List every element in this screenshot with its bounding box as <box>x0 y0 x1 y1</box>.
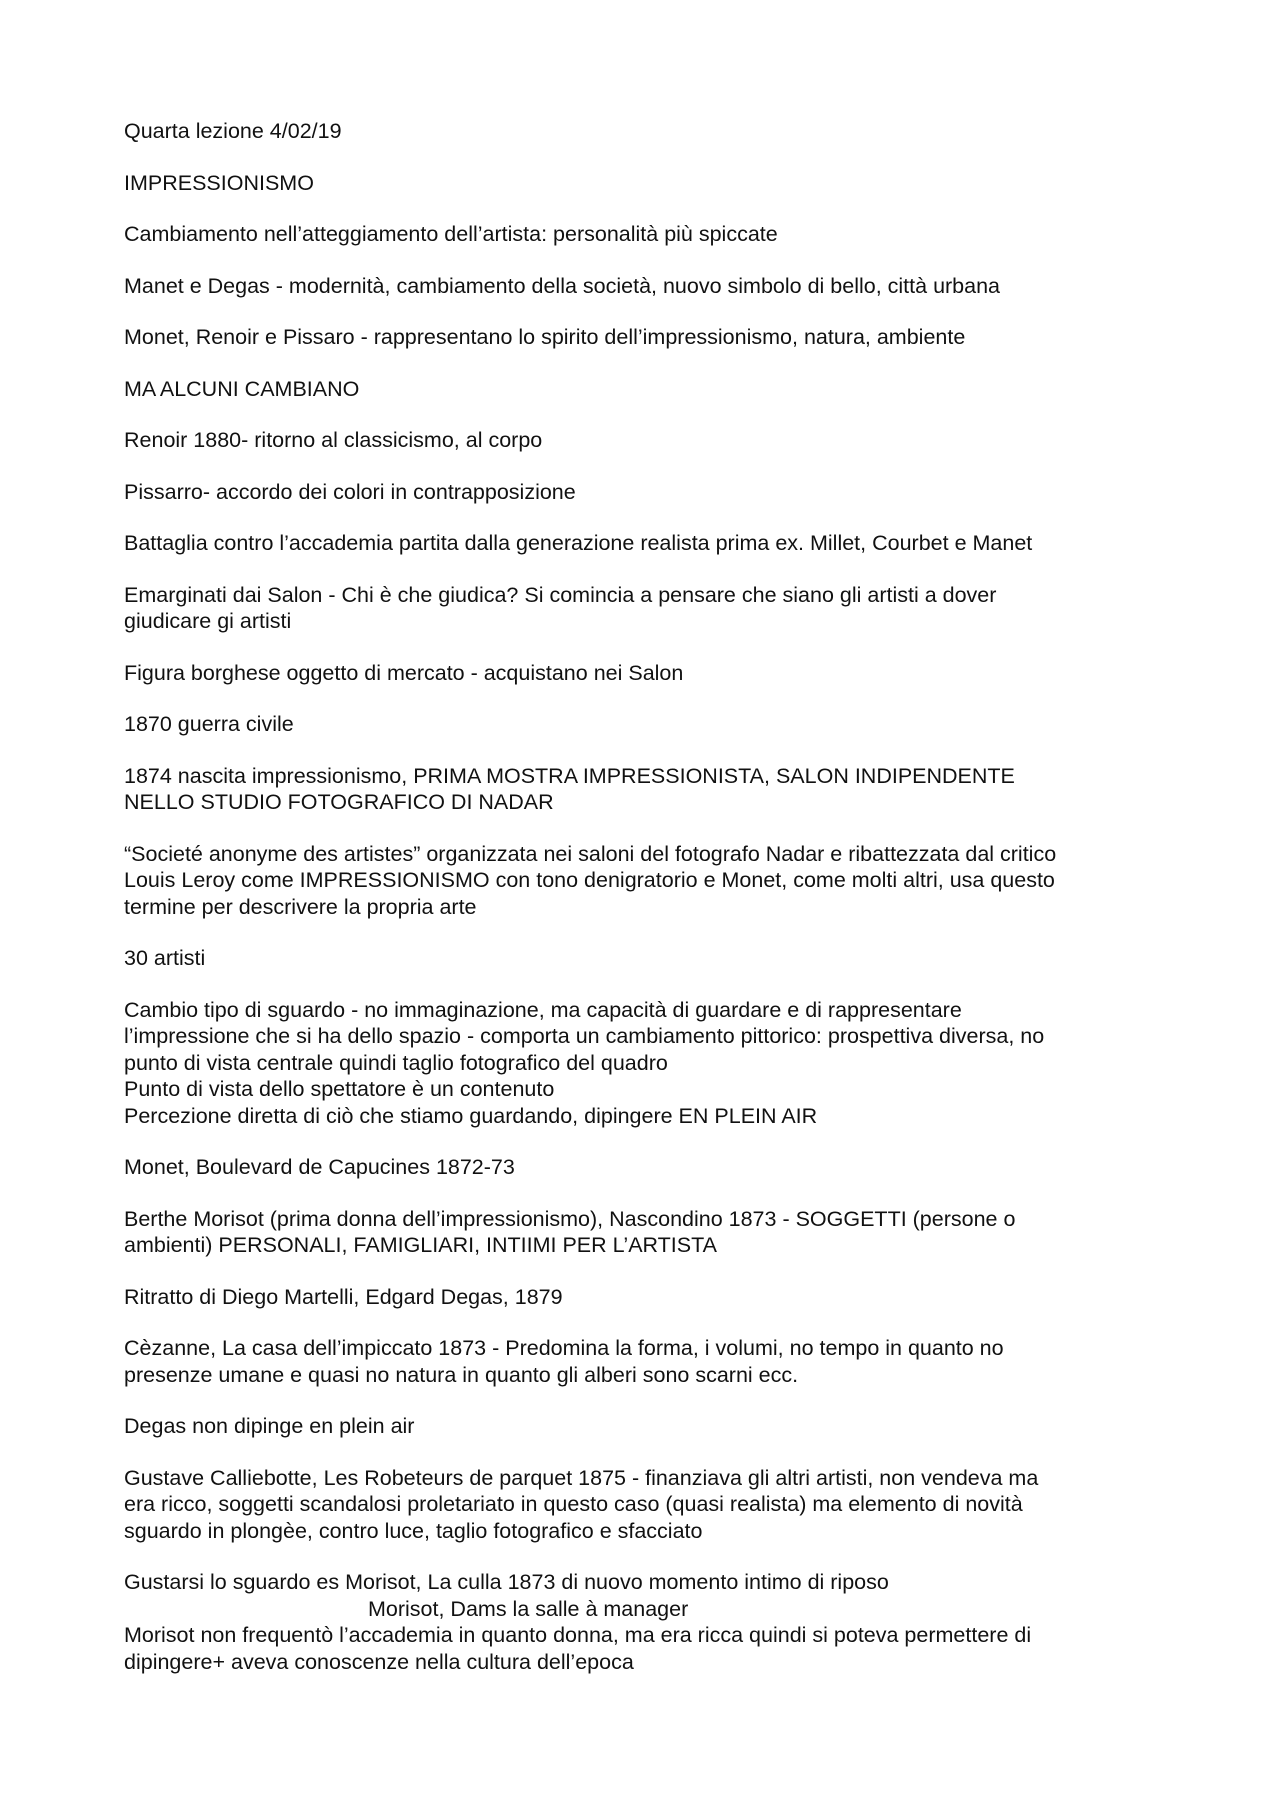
paragraph <box>124 118 1184 145</box>
paragraph <box>124 582 1184 635</box>
text-line: l’impressione che si ha dello spazio - comporta un cambiamento pittorico: prospettiva diversa, no <box>124 1024 1045 1048</box>
text-line: Cambio tipo di sguardo - no immaginazione, ma capacità di guardare e di rappresentare <box>124 997 962 1022</box>
text-line: “Societé anonyme des artistes” organizzata nei saloni del fotografo Nadar e ribattezzata dal critico <box>124 841 1057 866</box>
text-line: Degas non dipinge en plein air <box>124 1414 415 1438</box>
text-line: Pissarro- accordo dei colori in contrapposizione <box>124 479 576 504</box>
text-line: Punto di vista dello spettatore è un contenuto <box>124 1077 555 1101</box>
text-line: Monet, Renoir e Pissaro - rappresentano lo spirito dell’impressionismo, natura, ambiente <box>124 325 966 349</box>
text-line: Battaglia contro l’accademia partita dalla generazione realista prima ex. Millet, Courbet e Manet <box>124 531 1033 555</box>
text-line: Manet e Degas - modernità, cambiamento della società, nuovo simbolo di bello, città urbana <box>124 273 1001 298</box>
paragraph <box>124 1335 1184 1388</box>
text-line: Cambiamento nell’atteggiamento dell’artista: personalità più spiccate <box>124 222 778 246</box>
text-line: Gustave Calliebotte, Les Robeteurs de parquet 1875 - finanziava gli altri artisti, non vendeva ma <box>124 1465 1039 1490</box>
text-line: ambienti) PERSONALI, FAMIGLIARI, INTIIMI PER L’ARTISTA <box>124 1233 717 1257</box>
paragraph <box>124 324 1184 351</box>
text-line-indented: Morisot, Dams la salle à manager <box>368 1596 689 1621</box>
paragraph <box>124 170 1184 197</box>
text-line: Renoir 1880- ritorno al classicismo, al corpo <box>124 428 543 452</box>
text-line: dipingere+ aveva conoscenze nella cultura dell’epoca <box>124 1649 634 1674</box>
text-line: presenze umane e quasi no natura in quanto gli alberi sono scarni ecc. <box>124 1362 799 1387</box>
text-line: Quarta lezione 4/02/19 <box>124 119 342 143</box>
text-line: Berthe Morisot (prima donna dell’impressionismo), Nascondino 1873 - SOGGETTI (persone o <box>124 1206 1016 1231</box>
text-line: punto di vista centrale quindi taglio fotografico del quadro <box>124 1050 668 1075</box>
document-body <box>124 118 1184 1544</box>
text-line: sguardo in plongèe, contro luce, taglio fotografico e sfacciato <box>124 1518 703 1543</box>
text-line: 1874 nascita impressionismo, PRIMA MOSTRA IMPRESSIONISTA, SALON INDIPENDENTE <box>124 763 1015 788</box>
paragraph <box>124 711 1184 738</box>
paragraph <box>124 945 1184 972</box>
paragraph <box>124 221 1184 248</box>
paragraph <box>124 841 1184 921</box>
text-line: era ricco, soggetti scandalosi proletariato in questo caso (quasi realista) ma elemento di novità <box>124 1492 1023 1516</box>
paragraph <box>124 1465 1184 1545</box>
text-line: Morisot non frequentò l’accademia in quanto donna, ma era ricca quindi si poteva permettere di <box>124 1623 1032 1647</box>
text-line: Gustarsi lo sguardo es Morisot, La culla 1873 di nuovo momento intimo di riposo <box>124 1570 889 1594</box>
text-line: Figura borghese oggetto di mercato - acquistano nei Salon <box>124 660 684 685</box>
text-line: termine per descrivere la propria arte <box>124 894 477 919</box>
text-line: Percezione diretta di ciò che stiamo guardando, dipingere EN PLEIN AIR <box>124 1103 818 1128</box>
paragraph <box>124 376 1184 403</box>
text-line: Ritratto di Diego Martelli, Edgard Degas, 1879 <box>124 1284 563 1309</box>
paragraph <box>124 1154 1184 1181</box>
text-line: MA ALCUNI CAMBIANO <box>124 376 360 401</box>
text-line: IMPRESSIONISMO <box>124 170 314 195</box>
paragraph <box>124 273 1184 300</box>
paragraph <box>124 1413 1184 1440</box>
paragraph <box>124 530 1184 557</box>
text-line: Emarginati dai Salon - Chi è che giudica? Si comincia a pensare che siano gli artisti a dover <box>124 582 997 607</box>
text-line: Monet, Boulevard de Capucines 1872-73 <box>124 1155 515 1179</box>
paragraph <box>124 479 1184 506</box>
paragraph <box>124 1284 1184 1311</box>
text-line: Cèzanne, La casa dell’impiccato 1873 - Predomina la forma, i volumi, no tempo in quanto no <box>124 1336 1004 1360</box>
text-line: 1870 guerra civile <box>124 712 294 736</box>
text-line: giudicare gi artisti <box>124 609 292 633</box>
paragraph <box>124 427 1184 454</box>
paragraph <box>124 1206 1184 1259</box>
paragraph <box>124 660 1184 687</box>
text-line: Louis Leroy come IMPRESSIONISMO con tono denigratorio e Monet, come molti altri, usa questo <box>124 868 1055 892</box>
text-line: 30 artisti <box>124 946 206 970</box>
paragraph <box>124 997 1184 1130</box>
paragraph <box>124 763 1184 816</box>
final-paragraph <box>124 1569 1184 1675</box>
document-page <box>124 118 1184 1675</box>
text-line: NELLO STUDIO FOTOGRAFICO DI NADAR <box>124 790 554 814</box>
